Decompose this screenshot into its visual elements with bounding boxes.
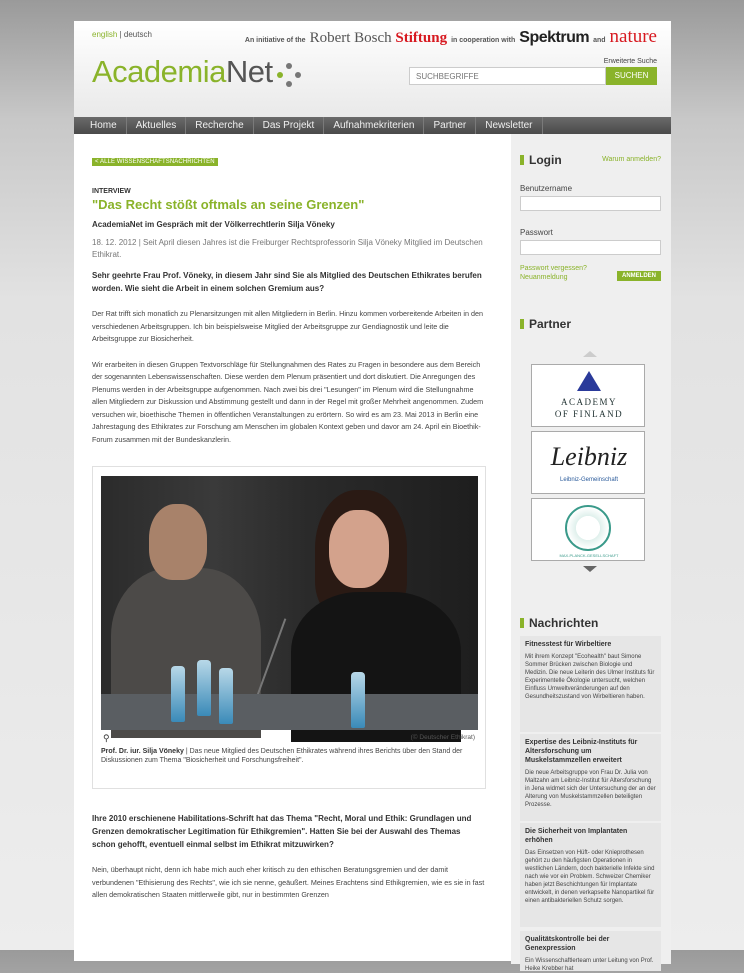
academianet-logo[interactable] [92,54,273,90]
nav-aufnahmekriterien[interactable]: Aufnahmekriterien [324,117,424,134]
username-label: Benutzername [520,184,573,193]
caption-text: | Das neue Mitglied des Deutschen Ethikrates während ihres Berichts über den Stand der Diskussionen zum Thema "Biosicherheit und Forschungsfreiheit". [101,748,463,764]
aof-line2: OF FINLAND [554,409,624,419]
robert-bosch-logo[interactable] [310,30,448,47]
news-heading [520,616,661,630]
mpg-sub: MAX-PLANCK-GESELLSCHAFT [559,553,619,558]
robert-bosch-name: Robert Bosch [309,30,392,46]
initiative-banner [245,26,657,48]
header [74,21,671,117]
and-text: and [593,37,606,44]
cooperation-text: in cooperation with [451,37,516,44]
article-subhead: AcademiaNet im Gespräch mit der Völkerrechtlerin Silja Vöneky [92,220,335,229]
register-link[interactable]: Neuanmeldung [520,274,568,281]
caption-name: Prof. Dr. iur. Silja Vöneky [101,748,184,755]
lang-separator: | [119,30,122,39]
nav-das-projekt[interactable]: Das Projekt [254,117,325,134]
nav-newsletter[interactable]: Newsletter [476,117,542,134]
heading-bar-icon [520,618,524,628]
nature-logo[interactable]: nature [609,26,657,47]
news-item-title: Fitnesstest für Wirbeltiere [525,641,612,648]
interview-answer-1: Der Rat trifft sich monatlich zu Plenarsitzungen mit allen Mitgliedern in Berlin. Hinzu kommen vorbereitende Arbeiten in den verschiedenen Arbeitsgruppen. Ich bin beispielsweise Mitglied der Arbeitsgruppe zur Gendiagnostik und leite die Arbeitsgruppe zur Biosicherheit. [92,309,483,343]
leibniz-logo[interactable] [531,431,645,494]
news-item-title: Qualitätskontrolle bei der Genexpression [525,936,610,952]
leibniz-script: Leibniz [550,442,628,471]
article-headline: "Das Recht stößt oftmals an seine Grenzen" [92,197,365,212]
news-item-body: Das Einsetzen von Hüft- oder Knieprothesen gehört zu den häufigsten Operationen in westlichen Ländern, doch bakterielle Infekte sind nach wie vor ein Problem. Schweizer Chemiker haben jetzt Beschichtungen für Implantate entwickelt, in denen verkapselte Nanopartikel für einen antibakteriellen Schutz sorgen. [525,850,655,904]
max-planck-logo[interactable] [531,498,645,561]
main-nav [74,117,671,134]
article-lead: 18. 12. 2012 | Seit April diesen Jahres ist die Freiburger Rechtsprofessorin Silja Vöneky Mitglied im Deutschen Ethikrat. [92,238,483,259]
partner-scroll-up-icon[interactable] [583,351,597,357]
back-to-news-button[interactable]: < ALLE WISSENSCHAFTSNACHRICHTEN [92,158,218,166]
sidebar [511,134,671,972]
stiftung-name: Stiftung [395,30,448,46]
advanced-search-link[interactable]: Erweiterte Suche [603,58,657,65]
password-field[interactable] [520,240,661,255]
news-item[interactable] [520,636,661,732]
search-input[interactable] [409,67,606,85]
logo-net: Net [225,54,273,89]
interview-question-1: Sehr geehrte Frau Prof. Vöneky, in diesem Jahr sind Sie als Mitglied des Deutschen Ethikrates berufen worden. Wie sieht die Arbeit in einem solchen Gremium aus? [92,271,482,293]
photo-caption [101,747,479,765]
heading-bar-icon [520,319,524,329]
why-register-link[interactable]: Warum anmelden? [602,156,661,163]
username-field[interactable] [520,196,661,211]
password-label: Passwort [520,228,553,237]
news-item-title: Die Sicherheit von Implantaten erhöhen [525,828,628,844]
news-item[interactable] [520,931,661,971]
nav-aktuelles[interactable]: Aktuelles [127,117,187,134]
article-main [92,150,486,902]
minerva-seal-icon [565,505,611,551]
nav-partner[interactable]: Partner [424,117,476,134]
news-item-title: Expertise des Leibniz-Instituts für Altersforschung um Muskelstammzellen erweitert [525,739,638,764]
nav-recherche[interactable]: Recherche [186,117,253,134]
spektrum-logo[interactable]: Spektrum [519,29,590,46]
article-kicker: INTERVIEW [92,188,131,195]
logo-academia: Academia [92,54,226,89]
login-title: Login [529,153,562,167]
news-item-body: Ein Wissenschaftlerteam unter Leitung von Prof. Heike Krebber hat [525,958,654,972]
login-button[interactable]: ANMELDEN [617,271,661,281]
nav-home[interactable]: Home [74,117,127,134]
article-figure [92,466,486,789]
page-container [74,21,671,972]
academy-triangle-icon [577,371,601,391]
news-item[interactable] [520,823,661,927]
leibniz-sub: Leibniz-Gemeinschaft [559,477,619,483]
login-box [520,153,661,282]
partner-heading [520,317,661,331]
lang-english-link[interactable]: english [92,30,118,39]
partner-title: Partner [529,317,572,331]
news-title: Nachrichten [529,616,599,630]
interview-question-2: Ihre 2010 erschienene Habilitations-Schrift hat das Thema "Recht, Moral und Ethik: Grundlagen und Grenzen demokratischer Legitimation für Ethikgremien". Hatten Sie bei der Auswahl des Themas schon gehofft, eventuell einmal selbst im Ethikrat mitzuwirken? [92,814,472,849]
news-item[interactable] [520,734,661,821]
search-button[interactable]: SUCHEN [606,67,657,85]
language-switcher [92,30,152,39]
news-item-body: Die neue Arbeitsgruppe von Frau Dr. Julia von Maltzahn am Leibniz-Institut für Altersforschung in Jena widmet sich der Untersuchung der an der Alterung von Muskelstammzellen beteiligten Prozesse. [525,770,656,808]
news-item-body: Mit ihrem Konzept "Ecohealth" baut Simone Sommer Brücken zwischen Biologie und Medizin. Die neue Leiterin des Ulmer Instituts für Experimentelle Ökologie untersucht, welchen Einfluss Umweltveränderungen auf den Gesundheitszustand von Wirbeltieren haben. [525,654,655,700]
logo-dots-icon [277,59,303,91]
partner-scroll-down-icon[interactable] [583,566,597,572]
initiative-prefix: An initiative of the [244,37,306,44]
photo-credit: (© Deutscher Ethikrat) [410,734,475,741]
lang-deutsch-link[interactable]: deutsch [123,30,152,39]
zoom-icon[interactable]: ⚲ [103,733,110,743]
interview-answer-2: Wir erarbeiten in diesen Gruppen Textvorschläge für Stellungnahmen des Rates zu Fragen in besondere aus dem Bereich der sogenannten Lebenswissenschaften. Diese werden dem Plenum präsentiert und dort diskutiert. Die Anregungen des Plenums werden in der Arbeitsgruppe aufgenommen. Nach zwei bis drei "Lesungen" im Plenum wird die Stellungnahme allen Mitgliedern zur Diskussion und Abstimmung gestellt und dann in der Regel mit großer Mehrheit angenommen. Zudem versuchen wir, bioethische Themen in öffentlichen Veranstaltungen zu erörtern. So wird es am 23. Mai 2013 in Berlin eine Jahrestagung des Ethikrates zur Forschung am Menschen im globalen Kontext geben und davor am 24. April ein Bioethik-Forum zusammen mit der Bundeskanzlerin. [92,359,484,444]
aof-line1: ACADEMY [560,397,617,407]
article-photo[interactable] [101,476,478,730]
interview-answer-3: Nein, überhaupt nicht, denn ich habe mich auch eher kritisch zu den ethischen Beratungsgremien und der damit verbundenen "Ethisierung des Rechts", wie ich sie nenne, geäußert. Meines Erachtens sind Ethikgremien, wie es sie in fast allen demokratischen Staaten mittlerweile gibt, nur in bestimmten Grenzen [92,865,485,899]
academy-of-finland-logo[interactable] [531,364,645,427]
heading-bar-icon [520,155,524,165]
forgot-password-link[interactable]: Passwort vergessen? [520,265,587,272]
